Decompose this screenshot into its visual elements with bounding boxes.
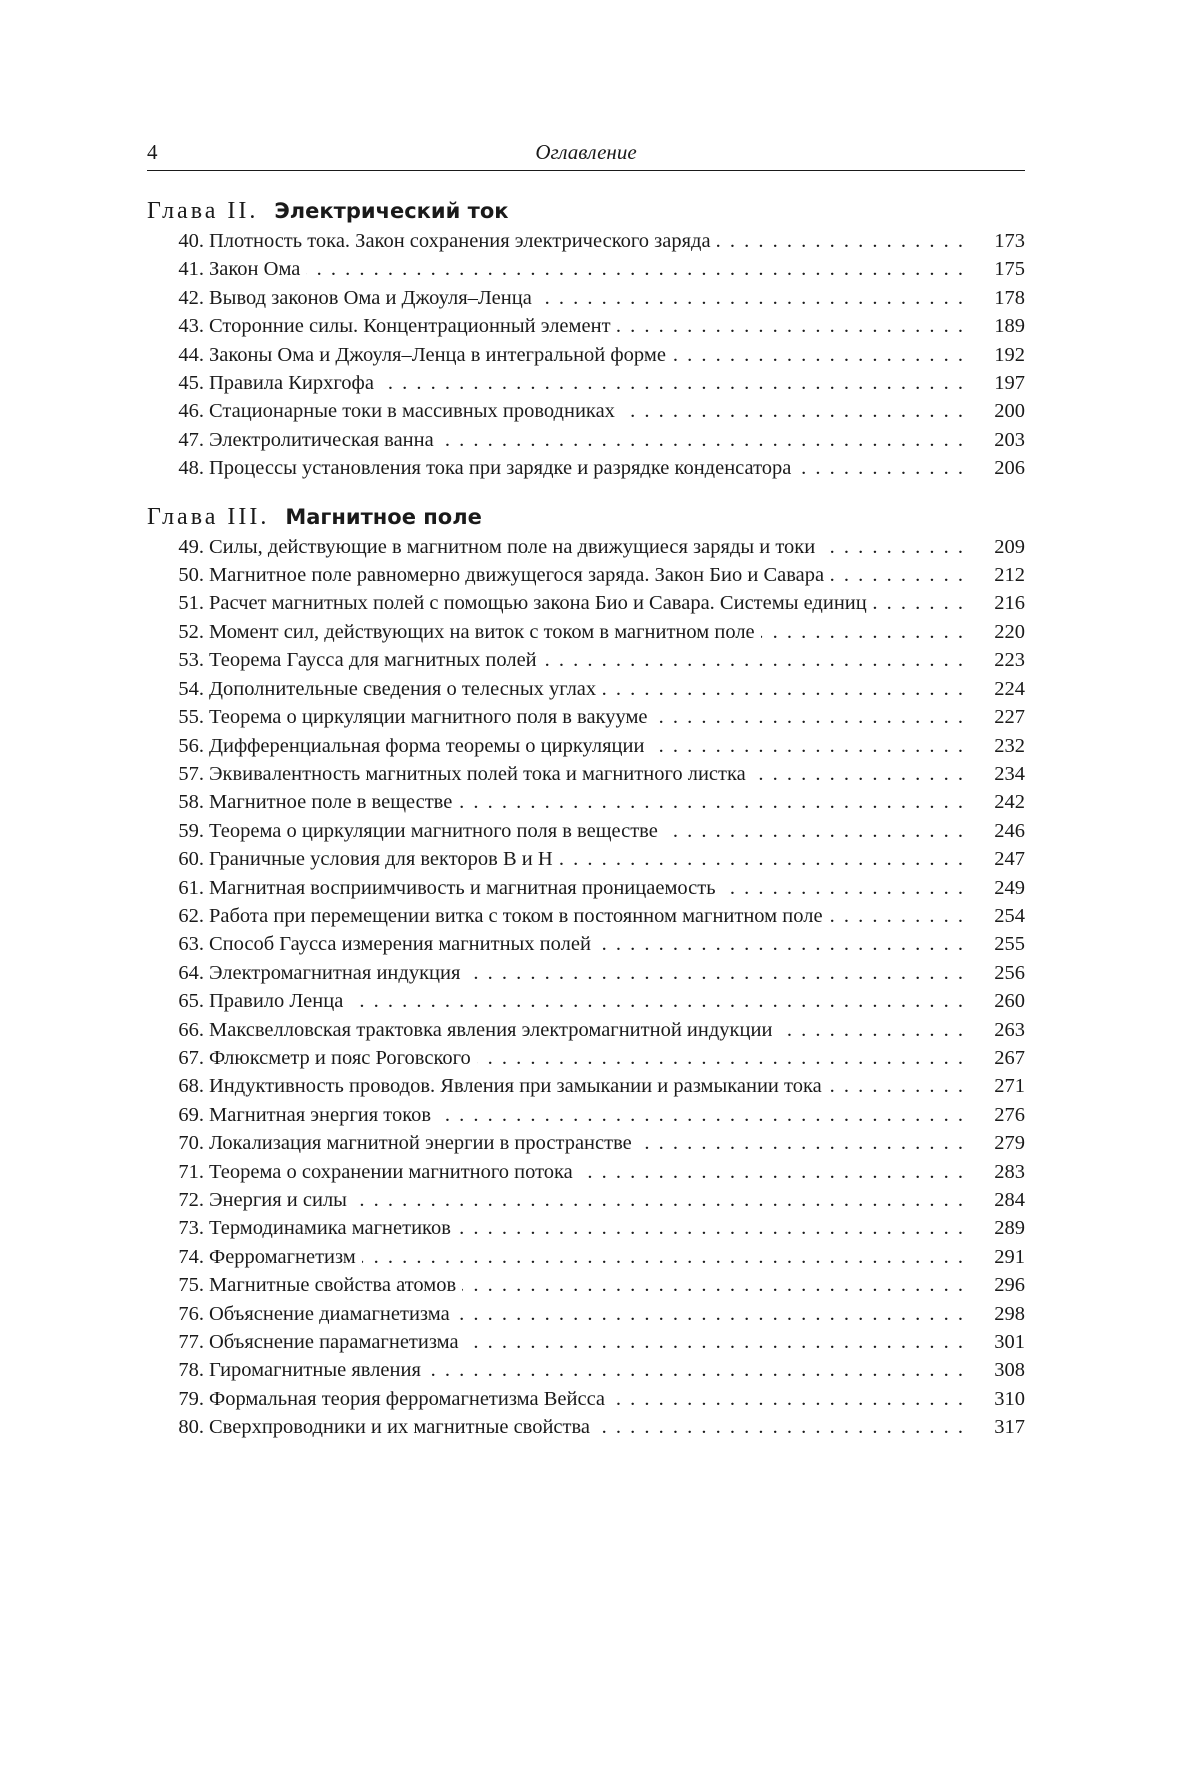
entry-number: 47. bbox=[178, 428, 204, 451]
entry-number: 41. bbox=[178, 258, 204, 281]
entry-number: 61. bbox=[178, 876, 204, 899]
chapter-heading bbox=[147, 195, 1025, 227]
entry-number: 68. bbox=[178, 1075, 204, 1098]
entry-title: Индуктивность проводов. Явления при замыкании и размыкании тока bbox=[209, 1075, 828, 1097]
entry-number: 72. bbox=[178, 1189, 204, 1211]
entry-page: 246 bbox=[994, 819, 1025, 842]
entry-page: 212 bbox=[994, 564, 1025, 587]
entry-title: Дифференциальная форма теоремы о циркуляции bbox=[209, 735, 650, 757]
entry-title: Сверхпроводники и их магнитные свойства bbox=[209, 1416, 596, 1438]
toc-entry[interactable] bbox=[147, 788, 1025, 816]
toc-entry[interactable] bbox=[147, 675, 1025, 703]
entry-number: 63. bbox=[178, 933, 204, 956]
entry-page: 220 bbox=[994, 620, 1025, 643]
entry-page: 232 bbox=[994, 734, 1025, 757]
entry-page: 234 bbox=[994, 762, 1025, 785]
entry-title: Термодинамика магнетиков bbox=[209, 1217, 457, 1239]
entry-page: 301 bbox=[994, 1331, 1025, 1354]
entry-number: 67. bbox=[178, 1046, 204, 1069]
toc-entry[interactable] bbox=[147, 1413, 1025, 1441]
page-number: 4 bbox=[147, 140, 158, 164]
entry-title: Процессы установления тока при зарядке и разрядке конденсатора bbox=[209, 457, 797, 479]
entry-title: Сторонние силы. Концентрационный элемент bbox=[209, 315, 617, 337]
toc-entry[interactable] bbox=[147, 817, 1025, 845]
entry-title: Ферромагнетизм bbox=[209, 1246, 362, 1268]
entry-title: Объяснение диамагнетизма bbox=[209, 1303, 456, 1325]
entry-number: 57. bbox=[178, 762, 204, 785]
entry-page: 263 bbox=[994, 1018, 1025, 1041]
entry-number: 77. bbox=[178, 1331, 204, 1354]
entry-page: 284 bbox=[994, 1189, 1025, 1211]
entry-number: 65. bbox=[178, 990, 204, 1013]
entry-page: 308 bbox=[994, 1359, 1025, 1382]
entry-number: 64. bbox=[178, 961, 204, 984]
toc-entry[interactable] bbox=[147, 227, 1025, 255]
entry-page: 296 bbox=[994, 1274, 1025, 1297]
entry-page: 224 bbox=[994, 677, 1025, 700]
entry-number: 58. bbox=[178, 791, 204, 814]
toc-entry[interactable] bbox=[147, 1356, 1025, 1384]
toc-entries bbox=[147, 533, 1025, 1442]
entry-page: 317 bbox=[994, 1416, 1025, 1439]
entry-title: Работа при перемещении витка с током в постоянном магнитном поле bbox=[209, 905, 829, 927]
toc-entry[interactable] bbox=[147, 589, 1025, 617]
entry-page: 209 bbox=[994, 535, 1025, 558]
entry-number: 74. bbox=[178, 1245, 204, 1268]
toc-entry[interactable] bbox=[147, 1385, 1025, 1413]
toc-entry[interactable] bbox=[147, 845, 1025, 873]
entry-number: 52. bbox=[178, 620, 204, 643]
toc-entry[interactable] bbox=[147, 397, 1025, 425]
entry-page: 227 bbox=[994, 706, 1025, 729]
entry-page: 178 bbox=[994, 286, 1025, 309]
toc-entry[interactable] bbox=[147, 618, 1025, 646]
toc-entry[interactable] bbox=[147, 1158, 1025, 1186]
entry-title: Вывод законов Ома и Джоуля–Ленца bbox=[209, 287, 538, 309]
toc-entry[interactable] bbox=[147, 1129, 1025, 1157]
entry-title: Дополнительные сведения о телесных углах bbox=[209, 678, 602, 700]
entry-page: 256 bbox=[994, 961, 1025, 984]
entry-page: 289 bbox=[994, 1217, 1025, 1240]
entry-number: 56. bbox=[178, 734, 204, 757]
toc-entry[interactable] bbox=[147, 902, 1025, 930]
entry-number: 45. bbox=[178, 372, 204, 395]
entry-title: Энергия и силы bbox=[209, 1189, 353, 1211]
entry-title: Правило Ленца bbox=[209, 990, 349, 1012]
toc-entry[interactable] bbox=[147, 1101, 1025, 1129]
toc-entry[interactable] bbox=[147, 454, 1025, 482]
entry-page: 200 bbox=[994, 400, 1025, 423]
toc-entry[interactable] bbox=[147, 426, 1025, 454]
entry-title: Закон Ома bbox=[209, 258, 306, 280]
entry-number: 69. bbox=[178, 1103, 204, 1126]
toc-entry[interactable] bbox=[147, 369, 1025, 397]
entry-number: 55. bbox=[178, 706, 204, 729]
entry-title: Стационарные токи в массивных проводниках bbox=[209, 400, 621, 422]
entry-page: 276 bbox=[994, 1103, 1025, 1126]
entry-number: 70. bbox=[178, 1132, 204, 1155]
chapter-heading bbox=[147, 501, 1025, 533]
entry-title: Теорема о циркуляции магнитного поля в вакууме bbox=[209, 706, 654, 728]
entry-number: 78. bbox=[178, 1359, 204, 1382]
toc-entry[interactable] bbox=[147, 1186, 1025, 1214]
running-title: Оглавление bbox=[535, 140, 637, 164]
entry-number: 40. bbox=[178, 230, 204, 252]
entry-number: 51. bbox=[178, 592, 204, 615]
entry-number: 62. bbox=[178, 904, 204, 927]
entry-page: 247 bbox=[994, 848, 1025, 871]
entry-title: Магнитное поле в веществе bbox=[209, 791, 458, 813]
entry-title: Магнитная восприимчивость и магнитная проницаемость bbox=[209, 877, 722, 899]
entry-title: Способ Гаусса измерения магнитных полей bbox=[209, 933, 597, 955]
entry-number: 44. bbox=[178, 343, 204, 366]
toc-entry[interactable] bbox=[147, 760, 1025, 788]
entry-title: Законы Ома и Джоуля–Ленца в интегральной форме bbox=[209, 344, 672, 366]
entry-page: 203 bbox=[994, 428, 1025, 451]
entry-number: 71. bbox=[178, 1160, 204, 1183]
toc-entry[interactable] bbox=[147, 1271, 1025, 1299]
entry-page: 206 bbox=[994, 457, 1025, 480]
entry-title: Граничные условия для векторов B и H bbox=[209, 848, 559, 870]
entry-title: Гиромагнитные явления bbox=[209, 1359, 427, 1381]
entry-title: Плотность тока. Закон сохранения электрического заряда bbox=[209, 230, 717, 252]
toc-entry[interactable] bbox=[147, 561, 1025, 589]
entry-page: 310 bbox=[994, 1387, 1025, 1410]
toc-entry[interactable] bbox=[147, 341, 1025, 369]
entry-page: 216 bbox=[994, 592, 1025, 615]
entry-title: Теорема о циркуляции магнитного поля в веществе bbox=[209, 820, 664, 842]
entry-title: Локализация магнитной энергии в пространстве bbox=[209, 1132, 638, 1154]
entry-page: 255 bbox=[994, 933, 1025, 956]
entry-title: Формальная теория ферромагнетизма Вейсса bbox=[209, 1388, 611, 1410]
entry-title: Эквивалентность магнитных полей тока и магнитного листка bbox=[209, 763, 752, 785]
toc-page bbox=[147, 140, 1025, 1442]
entry-number: 80. bbox=[178, 1416, 204, 1439]
entry-number: 46. bbox=[178, 400, 204, 423]
entry-title: Правила Кирхгофа bbox=[209, 372, 380, 394]
entry-title: Расчет магнитных полей с помощью закона Био и Савара. Системы единиц bbox=[209, 592, 873, 614]
chapter-title: Магнитное поле bbox=[285, 504, 482, 529]
entry-number: 42. bbox=[178, 286, 204, 309]
toc-entry[interactable] bbox=[147, 959, 1025, 987]
toc-entry[interactable] bbox=[147, 255, 1025, 283]
chapter-title: Электрический ток bbox=[274, 199, 509, 223]
entry-number: 59. bbox=[178, 819, 204, 842]
toc-entry[interactable] bbox=[147, 533, 1025, 561]
entry-number: 73. bbox=[178, 1217, 204, 1240]
entry-number: 50. bbox=[178, 564, 204, 587]
toc-entry[interactable] bbox=[147, 1300, 1025, 1328]
entry-page: 242 bbox=[994, 791, 1025, 814]
entry-number: 54. bbox=[178, 677, 204, 700]
entry-page: 254 bbox=[994, 904, 1025, 927]
toc-entry[interactable] bbox=[147, 1214, 1025, 1242]
entry-number: 76. bbox=[178, 1302, 204, 1325]
entry-title: Электромагнитная индукция bbox=[209, 962, 466, 984]
toc-entry[interactable] bbox=[147, 1072, 1025, 1100]
entry-title: Флюксметр и пояс Роговского bbox=[209, 1047, 477, 1069]
entry-title: Электролитическая ванна bbox=[209, 429, 440, 451]
entry-title: Магнитное поле равномерно движущегося заряда. Закон Био и Савара bbox=[209, 564, 830, 586]
entry-page: 197 bbox=[994, 372, 1025, 395]
toc-entry[interactable] bbox=[147, 1016, 1025, 1044]
entry-number: 49. bbox=[178, 535, 204, 558]
entry-number: 43. bbox=[178, 315, 204, 338]
entry-page: 249 bbox=[994, 876, 1025, 899]
toc-entry[interactable] bbox=[147, 732, 1025, 760]
toc-entry[interactable] bbox=[147, 874, 1025, 902]
entry-number: 60. bbox=[178, 848, 204, 871]
entry-page: 173 bbox=[994, 230, 1025, 252]
entry-number: 75. bbox=[178, 1274, 204, 1297]
chapter-label: Глава II. bbox=[147, 198, 259, 224]
toc-entries bbox=[147, 227, 1025, 483]
entry-page: 223 bbox=[994, 649, 1025, 672]
entry-page: 267 bbox=[994, 1046, 1025, 1069]
entry-page: 298 bbox=[994, 1302, 1025, 1325]
running-header bbox=[147, 140, 1025, 171]
entry-page: 271 bbox=[994, 1075, 1025, 1098]
toc-entry[interactable] bbox=[147, 987, 1025, 1015]
entry-number: 79. bbox=[178, 1387, 204, 1410]
entry-number: 53. bbox=[178, 649, 204, 672]
toc-entry[interactable] bbox=[147, 312, 1025, 340]
entry-title: Магнитные свойства атомов bbox=[209, 1274, 462, 1296]
toc-entry[interactable] bbox=[147, 703, 1025, 731]
toc-entry[interactable] bbox=[147, 930, 1025, 958]
toc-entry[interactable] bbox=[147, 646, 1025, 674]
entry-title: Теорема о сохранении магнитного потока bbox=[209, 1161, 579, 1183]
toc-entry[interactable] bbox=[147, 284, 1025, 312]
toc-entry[interactable] bbox=[147, 1328, 1025, 1356]
entry-number: 66. bbox=[178, 1018, 204, 1041]
entry-title: Максвелловская трактовка явления электромагнитной индукции bbox=[209, 1019, 778, 1041]
entry-page: 291 bbox=[994, 1245, 1025, 1268]
entry-title: Момент сил, действующих на виток с током в магнитном поле bbox=[209, 621, 761, 643]
toc-entry[interactable] bbox=[147, 1044, 1025, 1072]
entry-page: 189 bbox=[994, 315, 1025, 338]
entry-page: 192 bbox=[994, 343, 1025, 366]
entry-number: 48. bbox=[178, 457, 204, 480]
entry-title: Объяснение парамагнетизма bbox=[209, 1331, 465, 1353]
entry-title: Магнитная энергия токов bbox=[209, 1104, 437, 1126]
entry-page: 260 bbox=[994, 990, 1025, 1013]
entry-page: 175 bbox=[994, 258, 1025, 281]
entry-title: Силы, действующие в магнитном поле на движущиеся заряды и токи bbox=[209, 536, 821, 558]
toc-entry[interactable] bbox=[147, 1243, 1025, 1271]
chapter-label: Глава III. bbox=[147, 503, 270, 530]
entry-title: Теорема Гаусса для магнитных полей bbox=[209, 649, 543, 671]
entry-page: 279 bbox=[994, 1132, 1025, 1155]
entry-page: 283 bbox=[994, 1160, 1025, 1183]
